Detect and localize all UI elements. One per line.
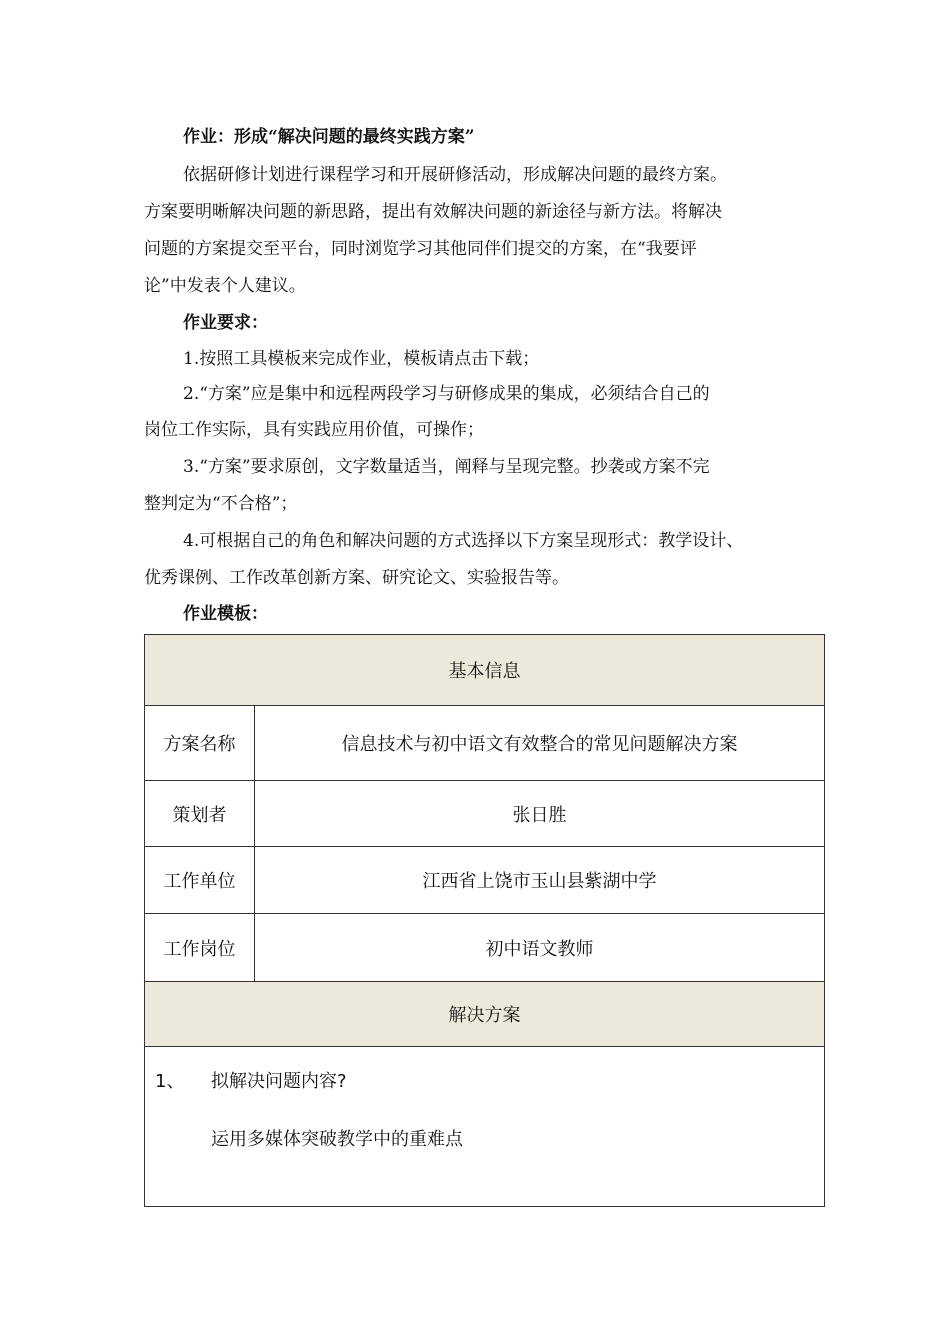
table-row xyxy=(145,706,825,781)
template-heading: 作业模板： xyxy=(183,604,268,624)
solution-heading-row xyxy=(145,982,825,1047)
requirement-line-2: 2.“方案”应是集中和远程两段学习与研修成果的集成，必须结合自己的 xyxy=(183,384,710,404)
table-row xyxy=(145,914,825,982)
solution-number: 1、 xyxy=(155,1071,185,1092)
row-value-position: 初中语文教师 xyxy=(255,914,825,982)
row-value-planner: 张日胜 xyxy=(255,781,825,847)
row-label-plan-name: 方案名称 xyxy=(145,706,255,781)
requirements-heading: 作业要求： xyxy=(183,313,268,333)
description-line-3: 问题的方案提交至平台，同时浏览学习其他同伴们提交的方案，在“我要评 xyxy=(144,239,697,259)
row-label-planner: 策划者 xyxy=(145,781,255,847)
description-line-1: 依据研修计划进行课程学习和开展研修活动，形成解决问题的最终方案。 xyxy=(183,165,727,185)
description-line-4: 论”中发表个人建议。 xyxy=(144,276,306,296)
basic-info-row xyxy=(145,635,825,706)
row-label-work-unit: 工作单位 xyxy=(145,847,255,914)
table-row xyxy=(145,781,825,847)
solution-question: 拟解决问题内容? xyxy=(211,1071,347,1092)
table-row xyxy=(145,847,825,914)
requirement-line-5: 整判定为“不合格”； xyxy=(144,494,298,514)
basic-info-heading: 基本信息 xyxy=(145,635,825,706)
row-value-work-unit: 江西省上饶市玉山县紫湖中学 xyxy=(255,847,825,914)
requirement-line-3: 岗位工作实际，具有实践应用价值，可操作； xyxy=(144,420,484,440)
description-line-2: 方案要明晰解决问题的新思路，提出有效解决问题的新途径与新方法。将解决 xyxy=(144,202,722,222)
solution-heading: 解决方案 xyxy=(145,982,825,1047)
row-label-position: 工作岗位 xyxy=(145,914,255,982)
template-table xyxy=(144,634,825,1207)
solution-answer: 运用多媒体突破教学中的重难点 xyxy=(211,1129,463,1150)
solution-cell xyxy=(145,1047,825,1207)
assignment-title: 作业：形成“解决问题的最终实践方案” xyxy=(183,127,475,147)
requirement-line-7: 优秀课例、工作改革创新方案、研究论文、实验报告等。 xyxy=(144,568,569,588)
row-value-plan-name: 信息技术与初中语文有效整合的常见问题解决方案 xyxy=(255,706,825,781)
requirement-line-4: 3.“方案”要求原创，文字数量适当，阐释与呈现完整。抄袭或方案不完 xyxy=(183,457,710,477)
solution-row xyxy=(145,1047,825,1207)
requirement-line-6: 4.可根据自己的角色和解决问题的方式选择以下方案呈现形式：教学设计、 xyxy=(183,531,744,551)
requirement-line-1: 1.按照工具模板来完成作业，模板请点击下载； xyxy=(183,349,540,369)
